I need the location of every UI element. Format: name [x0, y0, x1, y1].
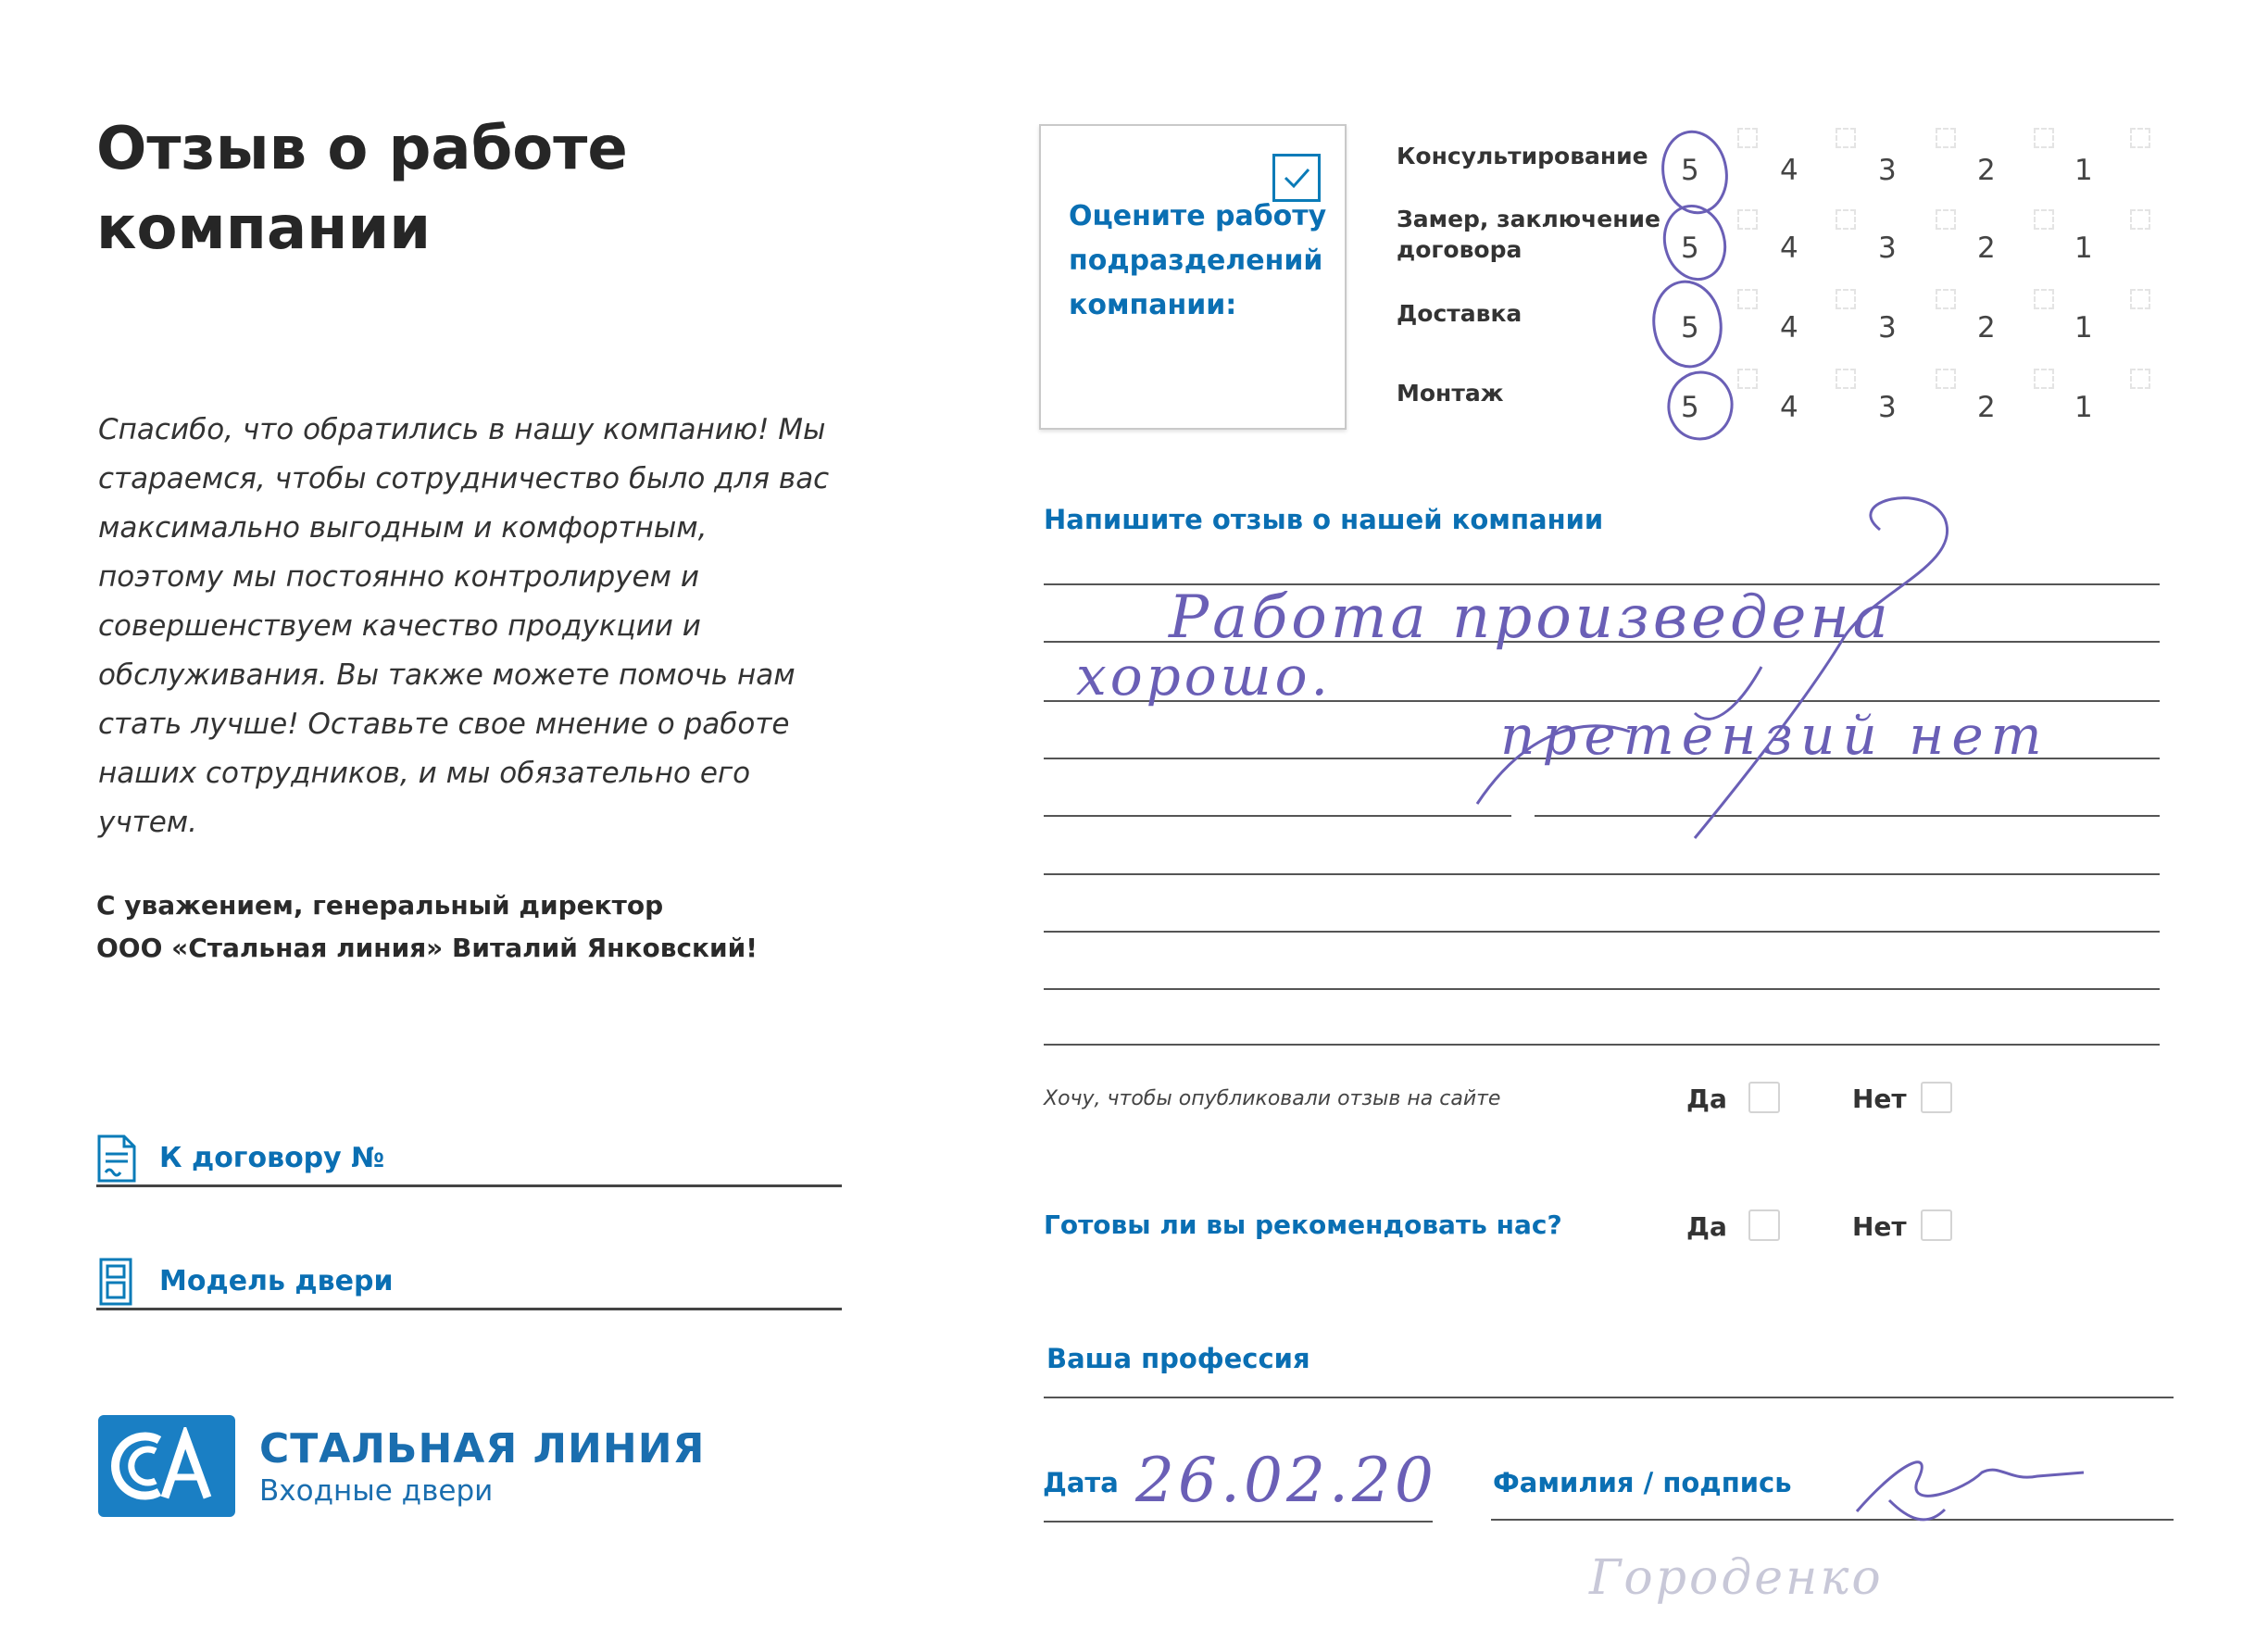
score-checkbox[interactable]	[1936, 209, 1956, 230]
score-checkbox[interactable]	[2034, 289, 2054, 309]
document-icon	[96, 1134, 137, 1184]
regards-line-1: С уважением, генеральный директор	[96, 890, 664, 921]
handwritten-date: 26.02.20	[1135, 1445, 1437, 1516]
intro-text: Спасибо, что обратились в нашу компанию! Мы стараемся, чтобы сотрудничество было для вас максимально выгодным и комфортным, поэтому мы постоянно контролируем и совершенствуем качество продукции и обслуживания. Вы также можете помочь нам стать лучше! Оставьте свое мнение о работе наших сотрудников, и мы обязательно его учтем.	[98, 413, 830, 839]
score-option[interactable]: 3	[1878, 311, 1897, 345]
score-checkbox[interactable]	[1836, 209, 1856, 230]
review-line	[1044, 815, 1511, 817]
score-checkbox[interactable]	[2130, 209, 2150, 230]
logo-tagline: Входные двери	[259, 1473, 494, 1508]
review-line	[1535, 815, 2160, 817]
score-option[interactable]: 5	[1681, 154, 1699, 187]
publish-yes-label: Да	[1686, 1084, 1727, 1114]
publish-no-label: Нет	[1852, 1084, 1907, 1114]
rating-department: Консультирование	[1397, 143, 1648, 169]
score-option[interactable]: 3	[1878, 232, 1897, 265]
score-checkbox[interactable]	[1737, 289, 1758, 309]
score-checkbox[interactable]	[2034, 209, 2054, 230]
score-option[interactable]: 4	[1780, 232, 1798, 265]
rating-prompt-card	[1039, 124, 1347, 430]
review-heading: Напишите отзыв о нашей компании	[1044, 504, 1604, 535]
handwritten-review-line-1: Работа произведена	[1169, 583, 1892, 652]
contract-number-field[interactable]	[96, 1132, 842, 1187]
score-checkbox[interactable]	[1936, 369, 1956, 389]
publish-no-checkbox[interactable]	[1921, 1082, 1952, 1113]
score-checkbox[interactable]	[2130, 289, 2150, 309]
profession-label: Ваша профессия	[1046, 1343, 1310, 1374]
score-option[interactable]: 1	[2074, 232, 2093, 265]
score-checkbox[interactable]	[2034, 128, 2054, 148]
score-checkbox[interactable]	[1836, 369, 1856, 389]
score-option[interactable]: 2	[1977, 154, 1996, 187]
door-icon	[96, 1257, 137, 1307]
score-option[interactable]: 5	[1681, 232, 1699, 265]
score-checkbox[interactable]	[2130, 128, 2150, 148]
regards-line-2: ООО «Стальная линия» Виталий Янковский!	[96, 933, 758, 963]
date-label: Дата	[1043, 1467, 1119, 1498]
score-checkbox[interactable]	[1936, 289, 1956, 309]
score-option[interactable]: 4	[1780, 311, 1798, 345]
recommend-no-label: Нет	[1852, 1211, 1907, 1242]
review-line	[1044, 931, 2160, 933]
publish-question: Хочу, чтобы опубликовали отзыв на сайте	[1044, 1087, 1501, 1110]
score-option[interactable]: 1	[2074, 391, 2093, 424]
company-logo	[98, 1415, 705, 1517]
door-model-label: Модель двери	[159, 1265, 394, 1297]
rating-department: Замер, заключение договора	[1397, 206, 1660, 263]
publish-yes-checkbox[interactable]	[1748, 1082, 1780, 1113]
recommend-question: Готовы ли вы рекомендовать нас?	[1044, 1209, 1562, 1240]
score-checkbox[interactable]	[2130, 369, 2150, 389]
score-option[interactable]: 2	[1977, 232, 1996, 265]
recommend-yes-checkbox[interactable]	[1748, 1209, 1780, 1241]
score-option[interactable]: 1	[2074, 311, 2093, 345]
score-option[interactable]: 3	[1878, 391, 1897, 424]
score-option[interactable]: 1	[2074, 154, 2093, 187]
handwritten-review-line-2: хорошо.	[1076, 645, 1332, 708]
recommend-no-checkbox[interactable]	[1921, 1209, 1952, 1241]
handwritten-review-line-3: претензий нет	[1500, 704, 2049, 767]
rating-department: Монтаж	[1397, 380, 1504, 407]
circled-score-5	[1663, 368, 1736, 445]
score-checkbox[interactable]	[1936, 128, 1956, 148]
ink-loop-stroke	[1695, 498, 1948, 838]
review-line	[1044, 1044, 2160, 1046]
score-option[interactable]: 5	[1681, 391, 1699, 424]
rating-department: Доставка	[1397, 300, 1522, 327]
handwritten-surname: Городенко	[1589, 1550, 1884, 1606]
logo-brand: СТАЛЬНАЯ ЛИНИЯ	[259, 1424, 706, 1472]
score-checkbox[interactable]	[1836, 289, 1856, 309]
review-line	[1044, 988, 2160, 990]
signature-scribble	[1889, 1500, 1945, 1520]
logo-mark-icon	[98, 1415, 235, 1517]
signature-input-line[interactable]	[1491, 1519, 2174, 1521]
contract-number-label: К договору №	[159, 1142, 385, 1174]
score-option[interactable]: 5	[1681, 311, 1699, 345]
score-option[interactable]: 2	[1977, 311, 1996, 345]
date-input-line[interactable]	[1044, 1521, 1433, 1522]
score-option[interactable]: 2	[1977, 391, 1996, 424]
recommend-yes-label: Да	[1686, 1211, 1727, 1242]
profession-input-line[interactable]	[1044, 1397, 2174, 1398]
door-model-field[interactable]	[96, 1255, 842, 1310]
score-option[interactable]: 3	[1878, 154, 1897, 187]
score-checkbox[interactable]	[1737, 369, 1758, 389]
review-line	[1044, 873, 2160, 875]
score-checkbox[interactable]	[1836, 128, 1856, 148]
score-checkbox[interactable]	[1737, 128, 1758, 148]
rating-prompt: Оцените работу подразделений компании:	[1069, 200, 1327, 321]
signature-scribble	[1857, 1462, 2084, 1511]
signature-label: Фамилия / подпись	[1493, 1467, 1792, 1498]
score-option[interactable]: 4	[1780, 154, 1798, 187]
page-title: Отзыв о работе компании	[96, 115, 628, 263]
regards-block	[96, 884, 883, 970]
score-checkbox[interactable]	[2034, 369, 2054, 389]
score-option[interactable]: 4	[1780, 391, 1798, 424]
score-checkbox[interactable]	[1737, 209, 1758, 230]
